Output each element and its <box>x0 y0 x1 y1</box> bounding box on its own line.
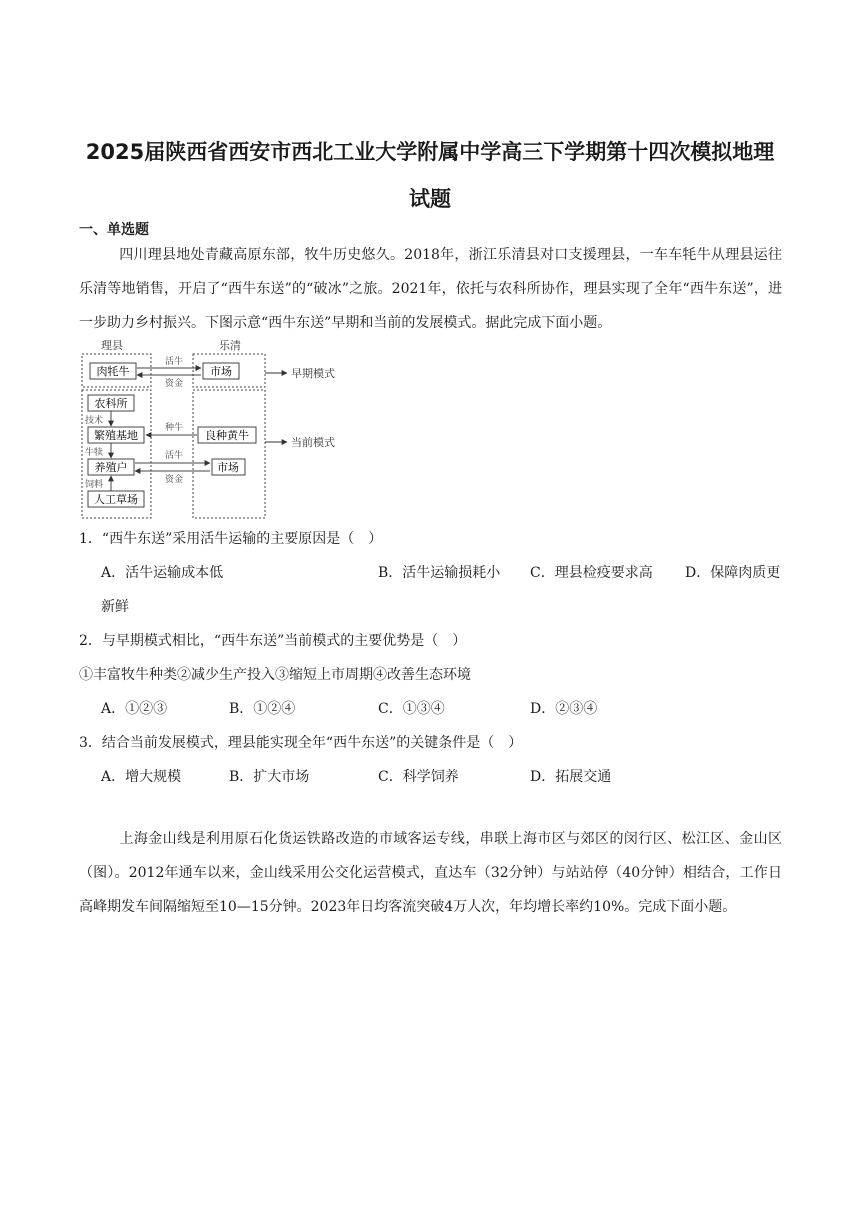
reading-passage-2 <box>79 822 782 924</box>
question-3-option-b[interactable]: B．扩大市场 <box>229 769 310 785</box>
question-1-option-d-continued: 新鲜 <box>101 599 129 615</box>
technology-label: 技术 <box>85 416 104 426</box>
question-2-stem: 2．与早期模式相比，“西牛东送”当前模式的主要优势是（ ） <box>79 633 467 649</box>
region-label-lixian: 理县 <box>101 339 123 352</box>
question-3-stem: 3．结合当前发展模式，理县能实现全年“西牛东送”的关键条件是（ ） <box>79 735 523 751</box>
good-breed-label: 良种黄牛 <box>205 429 249 442</box>
question-1-option-c[interactable]: C．理县检疫要求高 <box>530 565 653 581</box>
current-yueqing-frame <box>193 390 265 518</box>
current-mode-label: 当前模式 <box>291 436 335 449</box>
early-funds-label: 资金 <box>164 379 184 389</box>
question-2-option-b[interactable]: B．①②④ <box>229 701 296 717</box>
page-title: 2025届陕西省西安市西北工业大学附属中学高三下学期第十四次模拟地理 <box>85 140 775 164</box>
question-1-option-d[interactable]: D．保障肉质更 <box>685 565 781 581</box>
breeding-base-label: 繁殖基地 <box>94 429 138 442</box>
question-2-statements: ①丰富牧牛种类②减少生产投入③缩短上市周期④改善生态环境 <box>79 667 471 683</box>
farmer-label: 养殖户 <box>94 461 128 474</box>
early-mode-label: 早期模式 <box>291 367 335 380</box>
page-title-continued: 试题 <box>409 187 451 211</box>
section-heading: 一、单选题 <box>79 222 149 238</box>
question-2-option-d[interactable]: D．②③④ <box>530 701 598 717</box>
question-2-option-c[interactable]: C．①③④ <box>378 701 445 717</box>
current-market-label: 市场 <box>217 461 239 474</box>
early-yak-label: 肉牦牛 <box>96 365 130 378</box>
question-2-option-a[interactable]: A．①②③ <box>101 701 168 717</box>
passage-2-text: 上海金山线是利用原石化货运铁路改造的市域客运专线，串联上海市区与郊区的闵行区、松江区、金山区（图）。2012年通车以来，金山线采用公交化运营模式，直达车（32分钟）与站站停（40分钟）相结合，工作日高峰期发车间隔缩短至10—15分钟。2023年日均客流突破4万人次，年均增长率约10%。完成下面小题。 <box>79 831 782 915</box>
breeding-cattle-label: 种牛 <box>164 423 184 433</box>
institute-label: 农科所 <box>94 397 128 410</box>
question-1-option-b[interactable]: B．活牛运输损耗小 <box>378 565 501 581</box>
development-model-diagram <box>79 336 369 522</box>
question-1-stem: 1．“西牛东送”采用活牛运输的主要原因是（ ） <box>79 531 383 547</box>
passage-1-text: 四川理县地处青藏高原东部，牧牛历史悠久。2018年，浙江乐清县对口支援理县，一车车牦牛从理县运往乐清等地销售，开启了“西牛东送”的“破冰”之旅。2021年，依托与农科所协作，理县实现了全年“西牛东送”，进一步助力乡村振兴。下图示意“西牛东送”早期和当前的发展模式。据此完成下面小题。 <box>79 247 782 331</box>
calves-label: 牛犊 <box>85 448 104 458</box>
current-funds-label: 资金 <box>164 475 184 485</box>
question-3-option-a[interactable]: A．增大规模 <box>101 769 182 785</box>
early-live-cattle-label: 活牛 <box>164 357 184 367</box>
grassland-label: 人工草场 <box>94 493 138 506</box>
reading-passage-1 <box>79 238 782 340</box>
question-3-option-d[interactable]: D．拓展交通 <box>530 769 612 785</box>
question-1-option-a[interactable]: A．活牛运输成本低 <box>101 565 224 581</box>
question-3-option-c[interactable]: C．科学饲养 <box>378 769 459 785</box>
region-label-yueqing: 乐清 <box>219 339 241 352</box>
early-market-label: 市场 <box>210 365 232 378</box>
current-live-cattle-label: 活牛 <box>164 451 184 461</box>
feed-label: 饲料 <box>85 480 104 490</box>
